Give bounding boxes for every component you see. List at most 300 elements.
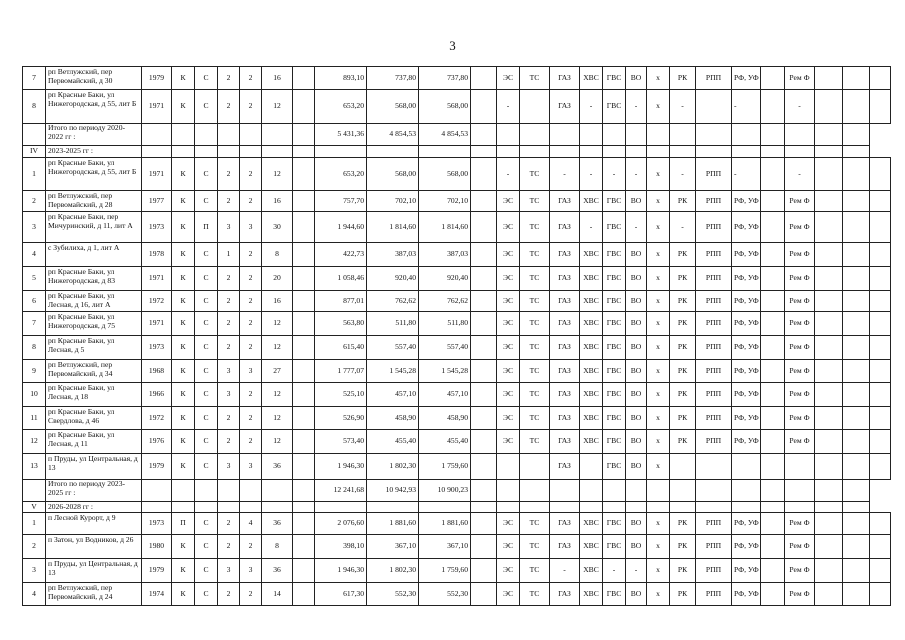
service-code: ЭС <box>497 513 520 535</box>
table-row <box>23 454 891 480</box>
service-code: РПП <box>696 407 732 430</box>
row-number: 4 <box>23 583 46 606</box>
service-code: х <box>647 454 670 480</box>
repair-fund: Рем Ф <box>785 267 815 291</box>
empty-cell <box>843 312 870 336</box>
service-code: - <box>670 212 696 243</box>
residential-area: 702,10 <box>419 191 471 212</box>
empty-cell <box>262 480 293 502</box>
floor-type: С <box>195 67 218 90</box>
table-row <box>23 336 891 360</box>
service-code: ВО <box>626 191 647 212</box>
service-code: РК <box>670 336 696 360</box>
empty-cell <box>315 502 367 513</box>
total-area: 1 946,30 <box>315 559 367 583</box>
empty-cell <box>195 146 218 158</box>
service-code: х <box>647 191 670 212</box>
address: рп Красные Баки, ул Свердлова, д 46 <box>46 407 142 430</box>
empty-cell <box>761 535 785 559</box>
row-number: 6 <box>23 291 46 312</box>
empty-cell <box>815 383 843 407</box>
address: п Пруды, ул Центральная, д 13 <box>46 454 142 480</box>
repair-fund: Рем Ф <box>785 67 815 90</box>
build-year: 1978 <box>142 243 172 267</box>
empty-cell <box>471 430 497 454</box>
service-code: РПП <box>696 243 732 267</box>
service-code: ТС <box>520 407 550 430</box>
floors-count: 2 <box>218 430 240 454</box>
residential-area: 387,03 <box>419 243 471 267</box>
wall-material: К <box>172 158 195 191</box>
empty-cell <box>761 583 785 606</box>
empty-cell <box>761 158 785 191</box>
floors-count: 3 <box>218 559 240 583</box>
empty-cell <box>732 502 761 513</box>
total-area: 563,80 <box>315 312 367 336</box>
empty-cell <box>471 124 497 146</box>
service-code: ГАЗ <box>550 407 580 430</box>
floors-count: 2 <box>218 158 240 191</box>
service-code: РК <box>670 583 696 606</box>
service-code: ГАЗ <box>550 535 580 559</box>
empty-cell <box>843 583 870 606</box>
empty-cell <box>419 146 471 158</box>
table-row <box>23 559 891 583</box>
row-number: 5 <box>23 267 46 291</box>
apartments-count: 16 <box>262 291 293 312</box>
service-code: ГАЗ <box>550 291 580 312</box>
repair-fund: Рем Ф <box>785 291 815 312</box>
service-code: ГВС <box>603 212 626 243</box>
housing-register-table <box>22 66 891 606</box>
entrances-count: 2 <box>240 312 262 336</box>
service-code: - <box>580 90 603 124</box>
apartments-count: 8 <box>262 243 293 267</box>
empty-cell <box>172 502 195 513</box>
empty-cell <box>471 383 497 407</box>
empty-cell <box>23 124 46 146</box>
service-code: ТС <box>520 513 550 535</box>
repair-fund: Рем Ф <box>785 312 815 336</box>
repair-fund: Рем Ф <box>785 336 815 360</box>
empty-cell <box>195 502 218 513</box>
wall-material: К <box>172 535 195 559</box>
total-area: 1 058,46 <box>315 267 367 291</box>
apartments-count: 16 <box>262 191 293 212</box>
entrances-count: 2 <box>240 336 262 360</box>
service-code: ЭС <box>497 312 520 336</box>
section-number: V <box>23 502 46 513</box>
table-row <box>23 383 891 407</box>
table-row <box>23 67 891 90</box>
wall-material: К <box>172 559 195 583</box>
service-code: х <box>647 267 670 291</box>
service-code: - <box>670 158 696 191</box>
living-area-sum: 4 854,53 <box>367 124 419 146</box>
floor-type: С <box>195 90 218 124</box>
address: рп Ветлужский, пер Первомайский, д 28 <box>46 191 142 212</box>
apartments-count: 14 <box>262 583 293 606</box>
floor-type: С <box>195 336 218 360</box>
empty-cell <box>367 146 419 158</box>
period-section-row <box>23 502 891 513</box>
build-year: 1979 <box>142 67 172 90</box>
empty-cell <box>843 454 870 480</box>
service-code: ТС <box>520 267 550 291</box>
entrances-count: 2 <box>240 90 262 124</box>
residential-area: 455,40 <box>419 430 471 454</box>
floor-type: С <box>195 267 218 291</box>
service-code: ЭС <box>497 583 520 606</box>
residential-area-sum: 4 854,53 <box>419 124 471 146</box>
empty-cell <box>815 124 843 146</box>
repair-fund: Рем Ф <box>785 243 815 267</box>
service-code: - <box>603 158 626 191</box>
empty-cell <box>815 90 843 124</box>
empty-cell <box>870 383 891 407</box>
service-code: ТС <box>520 67 550 90</box>
empty-cell <box>218 146 240 158</box>
empty-cell <box>761 191 785 212</box>
empty-cell <box>843 336 870 360</box>
wall-material: К <box>172 360 195 383</box>
repair-fund: Рем Ф <box>785 212 815 243</box>
empty-cell <box>218 502 240 513</box>
empty-cell <box>497 124 520 146</box>
address: рп Красные Баки, ул Лесная, д 16, лит А <box>46 291 142 312</box>
empty-cell <box>471 480 497 502</box>
service-code: РК <box>670 513 696 535</box>
service-code: РПП <box>696 360 732 383</box>
table-row <box>23 312 891 336</box>
service-code: РПП <box>696 513 732 535</box>
address: п Пруды, ул Центральная, д 13 <box>46 559 142 583</box>
service-code: ГАЗ <box>550 583 580 606</box>
address: рп Красные Баки, ул Нижегородская, д 55, лит Б <box>46 158 142 191</box>
table-row <box>23 243 891 267</box>
living-area: 702,10 <box>367 191 419 212</box>
address: п Затон, ул Водников, д 26 <box>46 535 142 559</box>
apartments-count: 8 <box>262 535 293 559</box>
empty-cell <box>843 158 870 191</box>
empty-cell <box>815 480 843 502</box>
empty-cell <box>497 146 520 158</box>
empty-cell <box>580 146 603 158</box>
empty-cell <box>471 559 497 583</box>
entrances-count: 4 <box>240 513 262 535</box>
empty-cell <box>195 124 218 146</box>
wall-material: К <box>172 312 195 336</box>
empty-cell <box>195 480 218 502</box>
empty-cell <box>293 243 315 267</box>
total-area: 653,20 <box>315 158 367 191</box>
floor-type: С <box>195 583 218 606</box>
empty-cell <box>870 191 891 212</box>
service-code: ХВС <box>580 383 603 407</box>
wall-material: К <box>172 383 195 407</box>
address: с Зубилиха, д 1, лит А <box>46 243 142 267</box>
total-area: 617,30 <box>315 583 367 606</box>
empty-cell <box>870 535 891 559</box>
address: рп Красные Баки, ул Лесная, д 18 <box>46 383 142 407</box>
service-code: ГВС <box>603 336 626 360</box>
service-code: х <box>647 407 670 430</box>
empty-cell <box>761 513 785 535</box>
empty-cell <box>293 336 315 360</box>
service-code: ХВС <box>580 535 603 559</box>
total-area-sum: 12 241,68 <box>315 480 367 502</box>
floor-type: С <box>195 513 218 535</box>
service-code: ГВС <box>603 90 626 124</box>
residential-area-sum: 10 900,23 <box>419 480 471 502</box>
wall-material: К <box>172 583 195 606</box>
period-section-row <box>23 146 891 158</box>
empty-cell <box>520 124 550 146</box>
service-code: РПП <box>696 559 732 583</box>
service-code <box>670 454 696 480</box>
empty-cell <box>870 559 891 583</box>
service-code: ГАЗ <box>550 360 580 383</box>
empty-cell <box>293 383 315 407</box>
empty-cell <box>471 502 497 513</box>
apartments-count: 16 <box>262 67 293 90</box>
entrances-count: 2 <box>240 383 262 407</box>
service-code: ЭС <box>497 67 520 90</box>
empty-cell <box>293 454 315 480</box>
living-area-sum: 10 942,93 <box>367 480 419 502</box>
total-area: 398,10 <box>315 535 367 559</box>
section-title: 2026-2028 гг : <box>46 502 142 513</box>
empty-cell <box>843 212 870 243</box>
empty-cell <box>240 124 262 146</box>
service-code: ТС <box>520 158 550 191</box>
wall-material: К <box>172 90 195 124</box>
table-row <box>23 535 891 559</box>
service-code: ВО <box>626 336 647 360</box>
build-year: 1968 <box>142 360 172 383</box>
floors-count: 1 <box>218 243 240 267</box>
empty-cell <box>550 124 580 146</box>
service-code: ВО <box>626 67 647 90</box>
service-code <box>732 454 761 480</box>
living-area: 455,40 <box>367 430 419 454</box>
service-code: - <box>497 90 520 124</box>
empty-cell <box>843 243 870 267</box>
empty-cell <box>696 502 732 513</box>
service-code: ТС <box>520 291 550 312</box>
service-code: ВО <box>626 583 647 606</box>
service-code: РФ, УФ <box>732 360 761 383</box>
service-code: ХВС <box>580 267 603 291</box>
period-total-label: Итого по периоду 2023-2025 гг : <box>46 480 142 502</box>
service-code: РК <box>670 291 696 312</box>
build-year: 1972 <box>142 407 172 430</box>
service-code: х <box>647 67 670 90</box>
empty-cell <box>761 124 785 146</box>
empty-cell <box>293 146 315 158</box>
empty-cell <box>732 480 761 502</box>
empty-cell <box>732 124 761 146</box>
empty-cell <box>870 291 891 312</box>
wall-material: К <box>172 243 195 267</box>
service-code: РПП <box>696 430 732 454</box>
empty-cell <box>647 480 670 502</box>
total-area: 422,73 <box>315 243 367 267</box>
table-row <box>23 158 891 191</box>
floors-count: 2 <box>218 583 240 606</box>
service-code: ГВС <box>603 430 626 454</box>
empty-cell <box>815 191 843 212</box>
empty-cell <box>603 480 626 502</box>
service-code: ХВС <box>580 67 603 90</box>
service-code <box>497 454 520 480</box>
empty-cell <box>761 243 785 267</box>
total-area: 877,01 <box>315 291 367 312</box>
service-code: - <box>497 158 520 191</box>
service-code: ВО <box>626 243 647 267</box>
address: рп Ветлужский, пер Первомайский, д 24 <box>46 583 142 606</box>
service-code: ВО <box>626 267 647 291</box>
service-code: РФ, УФ <box>732 383 761 407</box>
floors-count: 2 <box>218 336 240 360</box>
service-code: х <box>647 312 670 336</box>
service-code <box>580 454 603 480</box>
empty-cell <box>870 513 891 535</box>
empty-cell <box>471 336 497 360</box>
empty-cell <box>293 158 315 191</box>
empty-cell <box>761 360 785 383</box>
build-year: 1971 <box>142 267 172 291</box>
floors-count: 2 <box>218 191 240 212</box>
service-code: ГАЗ <box>550 191 580 212</box>
service-code: ГАЗ <box>550 430 580 454</box>
residential-area: 737,80 <box>419 67 471 90</box>
empty-cell <box>603 124 626 146</box>
service-code: ЭС <box>497 383 520 407</box>
service-code: ВО <box>626 291 647 312</box>
living-area: 920,40 <box>367 267 419 291</box>
floors-count: 2 <box>218 90 240 124</box>
service-code: РК <box>670 360 696 383</box>
service-code: х <box>647 243 670 267</box>
wall-material: К <box>172 212 195 243</box>
empty-cell <box>870 158 891 191</box>
empty-cell <box>761 291 785 312</box>
service-code: ТС <box>520 535 550 559</box>
address: рп Ветлужский, пер Первомайский, д 34 <box>46 360 142 383</box>
floors-count: 2 <box>218 407 240 430</box>
period-total-label: Итого по периоду 2020-2022 гг : <box>46 124 142 146</box>
service-code: - <box>626 559 647 583</box>
address: рп Красные Баки, ул Нижегородская, д 83 <box>46 267 142 291</box>
service-code: РПП <box>696 212 732 243</box>
empty-cell <box>761 430 785 454</box>
entrances-count: 3 <box>240 360 262 383</box>
service-code: РК <box>670 430 696 454</box>
empty-cell <box>471 291 497 312</box>
empty-cell <box>815 513 843 535</box>
service-code: РПП <box>696 67 732 90</box>
total-area: 1 777,07 <box>315 360 367 383</box>
row-number: 7 <box>23 312 46 336</box>
service-code: ТС <box>520 383 550 407</box>
empty-cell <box>815 212 843 243</box>
build-year: 1973 <box>142 513 172 535</box>
empty-cell <box>471 407 497 430</box>
table-row <box>23 430 891 454</box>
empty-cell <box>843 146 870 158</box>
service-code: РК <box>670 559 696 583</box>
service-code: ГАЗ <box>550 267 580 291</box>
apartments-count: 12 <box>262 312 293 336</box>
service-code: ЭС <box>497 336 520 360</box>
empty-cell <box>696 146 732 158</box>
service-code: ВО <box>626 312 647 336</box>
empty-cell <box>843 267 870 291</box>
entrances-count: 3 <box>240 454 262 480</box>
floors-count: 2 <box>218 535 240 559</box>
period-total-row <box>23 124 891 146</box>
service-code: РФ, УФ <box>732 191 761 212</box>
service-code: РПП <box>696 191 732 212</box>
empty-cell <box>761 407 785 430</box>
empty-cell <box>843 90 870 124</box>
living-area: 1 802,30 <box>367 559 419 583</box>
section-number: IV <box>23 146 46 158</box>
empty-cell <box>870 454 891 480</box>
empty-cell <box>626 146 647 158</box>
service-code: РПП <box>696 535 732 559</box>
entrances-count: 2 <box>240 267 262 291</box>
empty-cell <box>870 407 891 430</box>
build-year: 1977 <box>142 191 172 212</box>
empty-cell <box>843 191 870 212</box>
empty-cell <box>843 535 870 559</box>
empty-cell <box>785 480 815 502</box>
service-code: х <box>647 535 670 559</box>
empty-cell <box>761 502 785 513</box>
empty-cell <box>670 124 696 146</box>
floor-type: С <box>195 535 218 559</box>
service-code: ГВС <box>603 312 626 336</box>
apartments-count: 12 <box>262 90 293 124</box>
service-code: ХВС <box>580 291 603 312</box>
repair-fund: Рем Ф <box>785 383 815 407</box>
service-code: ГВС <box>603 513 626 535</box>
empty-cell <box>471 312 497 336</box>
service-code: - <box>603 559 626 583</box>
empty-cell <box>870 336 891 360</box>
empty-cell <box>761 383 785 407</box>
build-year: 1966 <box>142 383 172 407</box>
empty-cell <box>696 124 732 146</box>
empty-cell <box>761 212 785 243</box>
repair-fund: Рем Ф <box>785 559 815 583</box>
service-code: ВО <box>626 407 647 430</box>
empty-cell <box>580 480 603 502</box>
empty-cell <box>471 212 497 243</box>
entrances-count: 3 <box>240 212 262 243</box>
empty-cell <box>471 513 497 535</box>
empty-cell <box>603 146 626 158</box>
apartments-count: 12 <box>262 407 293 430</box>
address: рп Красные Баки, пер Мичуринский, д 11, лит А <box>46 212 142 243</box>
row-number: 10 <box>23 383 46 407</box>
floors-count: 3 <box>218 383 240 407</box>
service-code: х <box>647 383 670 407</box>
build-year: 1971 <box>142 158 172 191</box>
service-code: - <box>626 90 647 124</box>
